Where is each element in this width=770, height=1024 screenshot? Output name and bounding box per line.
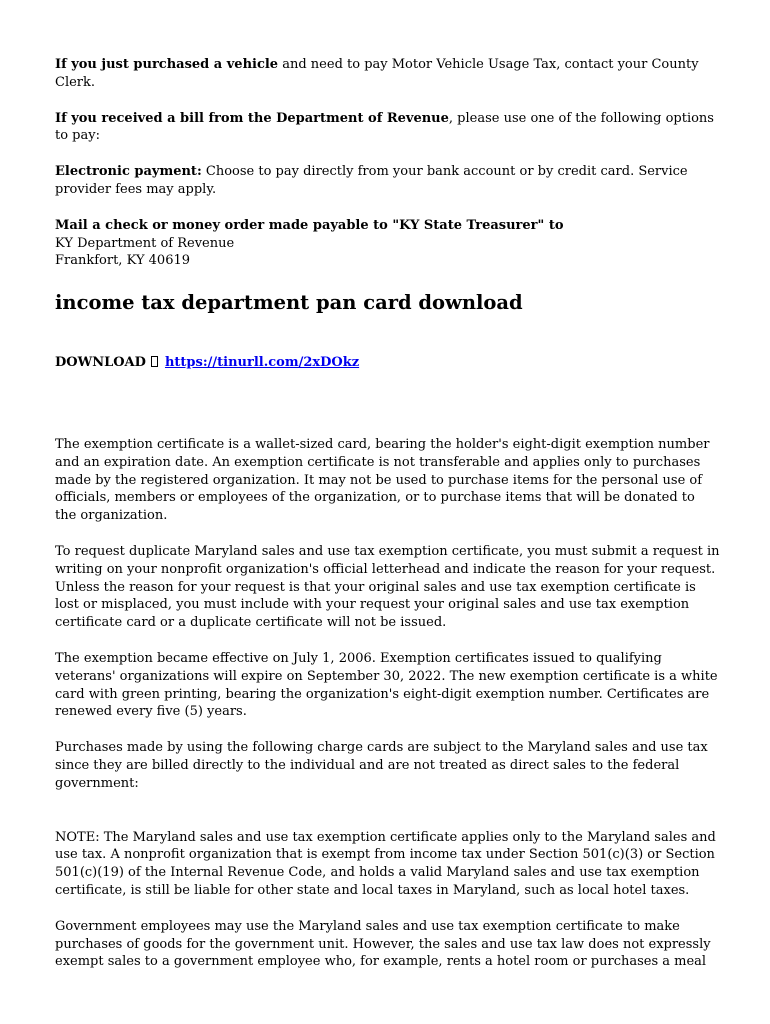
bill-text: , please use one of the following options to pay: <box>55 110 714 144</box>
missing-glyph-icon <box>151 356 158 367</box>
document-page <box>55 56 720 971</box>
body-paragraph-4: Purchases made by using the following charge cards are subject to the Maryland sales and use tax since they are billed directly to the individual and are not treated as direct sales to the federal government: <box>55 740 708 791</box>
note-paragraph: NOTE: The Maryland sales and use tax exemption certificate applies only to the Maryland sales and use tax. A nonprofit organization that is exempt from income tax under Section 501(c)(3) or Section 501(c)(19) of the Internal Revenue Code, and holds a valid Maryland sales and use tax exemption certificate, is still be liable for other state and local taxes in Maryland, such as local hotel taxes. <box>55 829 716 898</box>
mail-address-block <box>55 217 720 270</box>
body-paragraph-6: Government employees may use the Maryland sales and use tax exemption certificate to make purchases of goods for the government unit. However, the sales and use tax law does not expressly exempt sales to a government employee who, for example, rents a hotel room or purchases a meal <box>55 918 711 970</box>
bill-paragraph <box>55 110 720 146</box>
electronic-payment-paragraph <box>55 163 720 199</box>
mail-address-line-2: Frankfort, KY 40619 <box>55 253 191 269</box>
body-paragraph-2: To request duplicate Maryland sales and use tax exemption certificate, you must submit a request in writing on your nonprofit organization's official letterhead and indicate the reason for your request. Unless the reason for your request is that your original sales and use tax exemption certificate is lost or misplaced, you must include with your request your original sales and use tax exemption certificate card or a duplicate certificate will not be issued. <box>55 543 720 631</box>
body-paragraph-1: The exemption certificate is a wallet-sized card, bearing the holder's eight-digit exemption number and an expiration date. An exemption certificate is not transferable and applies only to purchases made by the registered organization. It may not be used to purchase items for the personal use of officials, members or employees of the organization, or to purchase items that will be donated to the organization. <box>55 436 710 524</box>
download-label: DOWNLOAD <box>55 355 146 371</box>
mail-heading: Mail a check or money order made payable to "KY State Treasurer" to <box>55 217 564 233</box>
electronic-payment-text: Choose to pay directly from your bank account or by credit card. Service provider fees may apply. <box>55 164 688 197</box>
mail-address-line-1: KY Department of Revenue <box>55 235 235 251</box>
page-title: income tax department pan card download <box>55 291 523 315</box>
vehicle-bold-text: If you just purchased a vehicle <box>55 57 279 72</box>
download-line <box>55 354 720 372</box>
bill-bold-text: If you received a bill from the Department of Revenue <box>55 110 449 126</box>
body-paragraph-3: The exemption became effective on July 1, 2006. Exemption certificates issued to qualifying veterans' organizations will expire on September 30, 2022. The new exemption certificate is a white card with green printing, bearing the organization's eight-digit exemption number. Certificates are renewed every five (5) years. <box>55 650 718 720</box>
vehicle-paragraph <box>55 56 720 92</box>
vehicle-text: and need to pay Motor Vehicle Usage Tax, contact your County Clerk. <box>55 57 699 90</box>
download-link[interactable]: https://tinurll.com/2xDOkz <box>164 355 360 371</box>
electronic-payment-bold-text: Electronic payment: <box>55 164 202 180</box>
